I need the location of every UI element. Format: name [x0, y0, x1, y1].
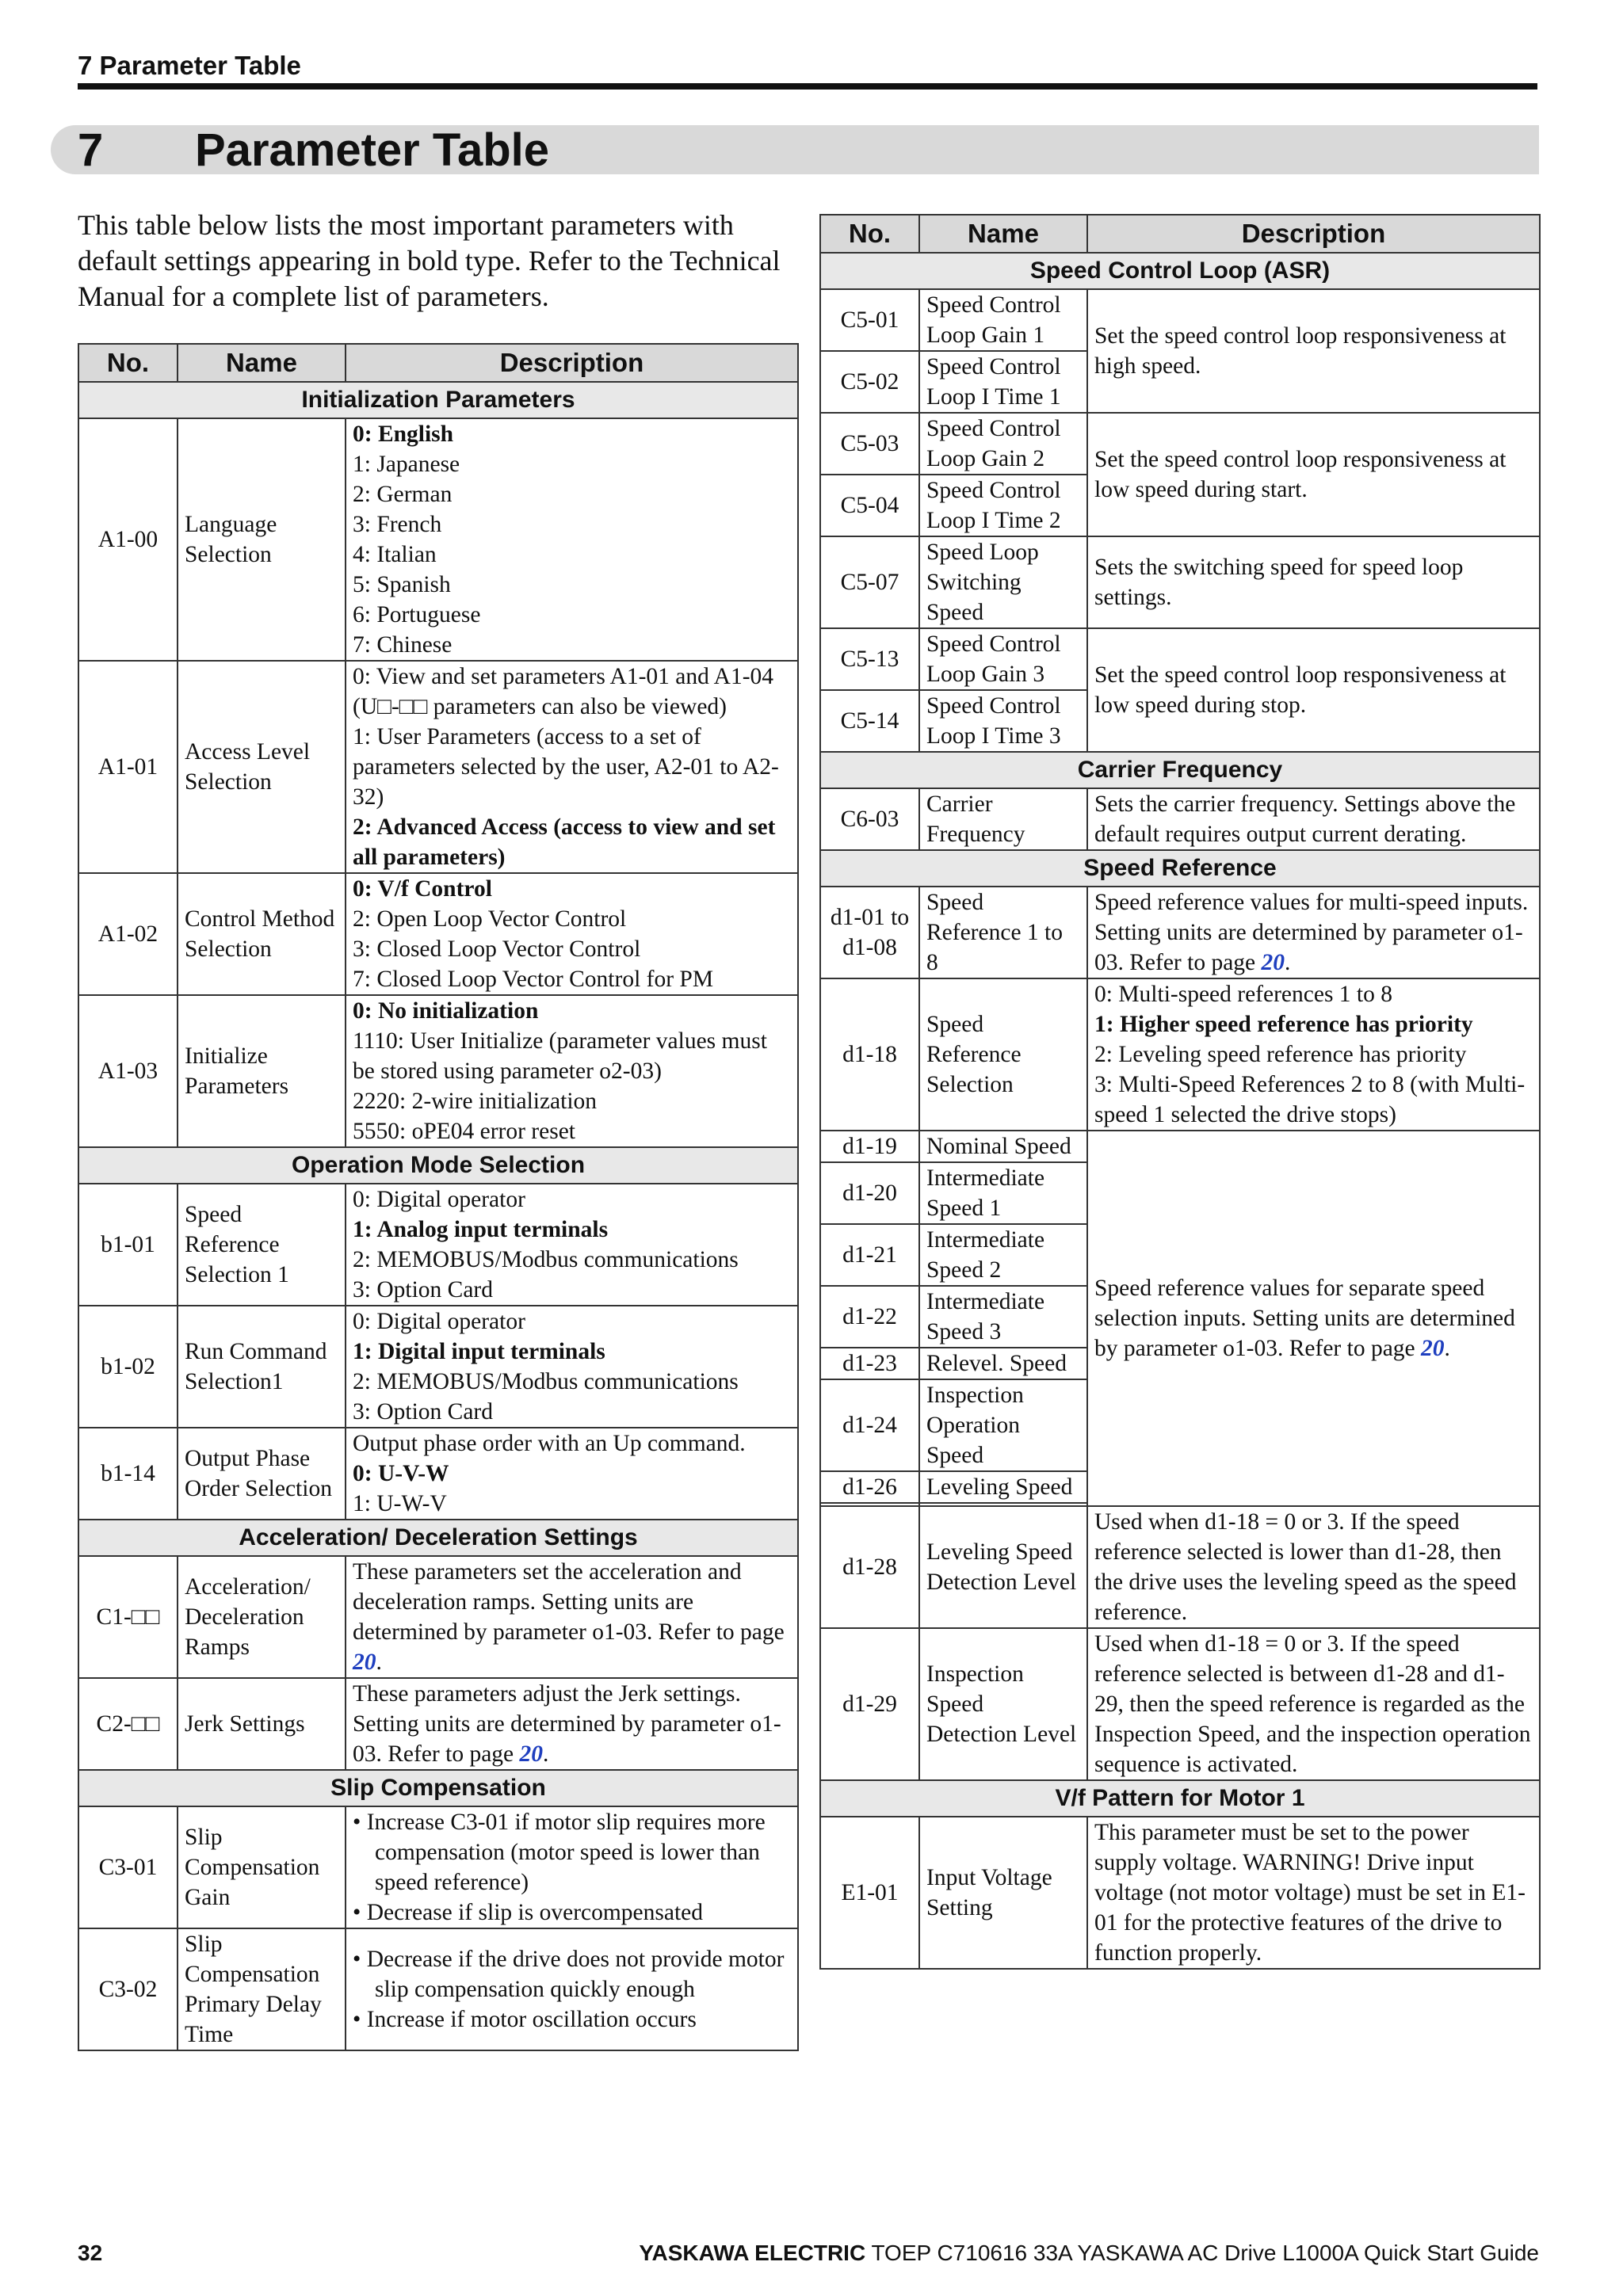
table-row [820, 887, 1540, 978]
table-row [78, 1806, 798, 1928]
page-link[interactable]: 20 [353, 1650, 376, 1675]
col-header-name: Name [919, 215, 1087, 253]
param-name: Slip Compensation Gain [178, 1806, 346, 1928]
param-description: Used when d1-18 = 0 or 3. If the speed reference selected is between d1-28 and d1-29, then the speed reference is regarded as the Inspection Speed, and the inspection operation sequence is activated. [1087, 1628, 1540, 1780]
table-row [78, 1184, 798, 1306]
table-row [78, 873, 798, 995]
param-no: C5-03 [820, 413, 919, 475]
table-row [78, 995, 798, 1147]
param-description: 0: English 1: Japanese 2: German 3: French 4: Italian 5: Spanish 6: Portuguese 7: Chinese [346, 418, 798, 661]
param-name: Speed Control Loop I Time 2 [919, 475, 1087, 536]
section-heading: V/f Pattern for Motor 1 [820, 1780, 1540, 1817]
param-description: Output phase order with an Up command. 0: U-V-W 1: U-W-V [346, 1428, 798, 1520]
param-name: Input Voltage Setting [919, 1817, 1087, 1969]
param-description: Sets the carrier frequency. Settings above the default requires output current derating. [1087, 788, 1540, 850]
section-number: 7 [78, 124, 104, 176]
page-link[interactable]: 20 [1421, 1336, 1445, 1361]
table-row [78, 1928, 798, 2050]
section-heading: Operation Mode Selection [78, 1147, 798, 1184]
running-header: 7 Parameter Table [78, 51, 301, 80]
param-name: Intermediate Speed 1 [919, 1162, 1087, 1224]
param-no: d1-29 [820, 1628, 919, 1780]
param-name: Control Method Selection [178, 873, 346, 995]
param-description: • Increase C3-01 if motor slip requires more compensation (motor speed is lower than speed reference) • Decrease if slip is overcompensated [346, 1806, 798, 1928]
table-row [820, 628, 1540, 690]
param-description: • Decrease if the drive does not provide motor slip compensation quickly enough • Increase if motor oscillation occurs [346, 1928, 798, 2050]
table-row [78, 1306, 798, 1428]
col-header-name: Name [178, 344, 346, 382]
param-no: d1-22 [820, 1286, 919, 1348]
param-no: E1-01 [820, 1817, 919, 1969]
param-name: Speed Control Loop I Time 3 [919, 690, 1087, 752]
param-description: This parameter must be set to the power supply voltage. WARNING! Drive input voltage (not motor voltage) must be set in E1-01 for the protective features of the drive to function properly. [1087, 1817, 1540, 1969]
param-name: Access Level Selection [178, 661, 346, 873]
param-no: C3-02 [78, 1928, 178, 2050]
param-no: C5-07 [820, 536, 919, 628]
param-no: C6-03 [820, 788, 919, 850]
param-description: 0: View and set parameters A1-01 and A1-04 (U□-□□ parameters can also be viewed) 1: User Parameters (access to a set of parameters selected by the user, A2-01 to A2-32) 2: Advanced Access (access to view and set all parameters) [346, 661, 798, 873]
param-description: Speed reference values for multi-speed inputs. Setting units are determined by parameter o1-03. Refer to page 20. [1087, 887, 1540, 978]
table-row [820, 788, 1540, 850]
param-name: Speed Reference Selection [919, 978, 1087, 1131]
header-rule [78, 83, 1537, 90]
param-description: Sets the switching speed for speed loop settings. [1087, 536, 1540, 628]
param-name: Run Command Selection1 [178, 1306, 346, 1428]
param-name: Inspection Speed Detection Level [919, 1628, 1087, 1780]
param-name: Acceleration/ Deceleration Ramps [178, 1556, 346, 1678]
param-description: 0: V/f Control 2: Open Loop Vector Control 3: Closed Loop Vector Control 7: Closed Loop Vector Control for PM [346, 873, 798, 995]
param-name: Language Selection [178, 418, 346, 661]
page-link[interactable]: 20 [519, 1741, 544, 1767]
section-heading: Speed Reference [820, 850, 1540, 887]
param-no: C3-01 [78, 1806, 178, 1928]
param-name: Carrier Frequency [919, 788, 1087, 850]
param-no: C5-01 [820, 289, 919, 351]
intro-paragraph: This table below lists the most important parameters with default settings appearing in bold type. Refer to the Technical Manual for a complete list of parameters. [78, 209, 781, 312]
param-no: C1-□□ [78, 1556, 178, 1678]
param-no: A1-02 [78, 873, 178, 995]
param-description: Set the speed control loop responsiveness at low speed during start. [1087, 413, 1540, 536]
table-row [820, 978, 1540, 1131]
param-description: 0: Digital operator 1: Analog input terminals 2: MEMOBUS/Modbus communications 3: Option Card [346, 1184, 798, 1306]
param-name: Inspection Operation Speed [919, 1379, 1087, 1471]
param-no: C5-13 [820, 628, 919, 690]
param-no: d1-24 [820, 1379, 919, 1471]
param-name: Slip Compensation Primary Delay Time [178, 1928, 346, 2050]
param-no: A1-00 [78, 418, 178, 661]
param-description: Set the speed control loop responsiveness at low speed during stop. [1087, 628, 1540, 752]
footer-brand: YASKAWA ELECTRIC [639, 2241, 866, 2265]
param-no: C5-04 [820, 475, 919, 536]
footer-doc: TOEP C710616 33A YASKAWA AC Drive L1000A Quick Start Guide [865, 2241, 1539, 2265]
param-no: d1-18 [820, 978, 919, 1131]
table-row [820, 289, 1540, 351]
param-no: d1-01 to d1-08 [820, 887, 919, 978]
col-header-description: Description [346, 344, 798, 382]
param-description: 0: Multi-speed references 1 to 8 1: Higher speed reference has priority 2: Leveling speed reference has priority 3: Multi-Speed References 2 to 8 (with Multi-speed 1 selected the drive stops) [1087, 978, 1540, 1131]
param-description: Used when d1-18 = 0 or 3. If the speed reference selected is lower than d1-28, then the drive uses the leveling speed as the speed reference. [1087, 1506, 1540, 1628]
param-name: Speed Control Loop Gain 1 [919, 289, 1087, 351]
table-row [820, 413, 1540, 475]
param-no: b1-01 [78, 1184, 178, 1306]
footer-doc-info [639, 2241, 1539, 2266]
param-no: C5-14 [820, 690, 919, 752]
param-no: d1-19 [820, 1131, 919, 1162]
page-link[interactable]: 20 [1261, 950, 1285, 975]
parameter-table-right [819, 214, 1541, 1970]
section-heading: Slip Compensation [78, 1770, 798, 1806]
param-name: Jerk Settings [178, 1678, 346, 1770]
param-description: Set the speed control loop responsiveness at high speed. [1087, 289, 1540, 413]
section-heading: Initialization Parameters [78, 382, 798, 418]
table-row [820, 1628, 1540, 1780]
param-name: Initialize Parameters [178, 995, 346, 1147]
page-title: Parameter Table [195, 124, 550, 176]
param-name: Output Phase Order Selection [178, 1428, 346, 1520]
page-number: 32 [78, 2241, 103, 2265]
param-description: 0: No initialization 1110: User Initialize (parameter values must be stored using parameter o2-03) 2220: 2-wire initialization 5550: oPE04 error reset [346, 995, 798, 1147]
col-header-no: No. [78, 344, 178, 382]
param-no: b1-02 [78, 1306, 178, 1428]
param-name: Speed Loop Switching Speed [919, 536, 1087, 628]
table-row [78, 418, 798, 661]
section-heading: Carrier Frequency [820, 752, 1540, 788]
param-no: d1-20 [820, 1162, 919, 1224]
param-description: These parameters adjust the Jerk settings. Setting units are determined by parameter o1-03. Refer to page 20. [346, 1678, 798, 1770]
table-row [820, 536, 1540, 628]
param-no: A1-03 [78, 995, 178, 1147]
param-name: Leveling Speed Detection Level [919, 1506, 1087, 1628]
param-no: d1-26 [820, 1471, 919, 1503]
param-name: Speed Control Loop Gain 3 [919, 628, 1087, 690]
table-row [820, 1131, 1540, 1162]
param-name: Nominal Speed [919, 1131, 1087, 1162]
param-name: Speed Control Loop Gain 2 [919, 413, 1087, 475]
param-no: C5-02 [820, 351, 919, 413]
param-name: Speed Reference 1 to 8 [919, 887, 1087, 978]
param-no: b1-14 [78, 1428, 178, 1520]
param-name: Intermediate Speed 3 [919, 1286, 1087, 1348]
table-row [820, 1506, 1540, 1628]
param-no: d1-21 [820, 1224, 919, 1286]
table-row [820, 1817, 1540, 1969]
param-no: C2-□□ [78, 1678, 178, 1770]
section-heading: Speed Control Loop (ASR) [820, 253, 1540, 289]
param-description: 0: Digital operator 1: Digital input terminals 2: MEMOBUS/Modbus communications 3: Option Card [346, 1306, 798, 1428]
param-name: Intermediate Speed 2 [919, 1224, 1087, 1286]
table-row [78, 1678, 798, 1770]
col-header-description: Description [1087, 215, 1540, 253]
col-header-no: No. [820, 215, 919, 253]
param-name: Relevel. Speed [919, 1348, 1087, 1379]
param-no: A1-01 [78, 661, 178, 873]
param-no: d1-28 [820, 1506, 919, 1628]
table-row [78, 1428, 798, 1520]
section-heading: Acceleration/ Deceleration Settings [78, 1520, 798, 1556]
parameter-table-left [78, 343, 799, 2051]
param-description: These parameters set the acceleration and deceleration ramps. Setting units are determined by parameter o1-03. Refer to page 20. [346, 1556, 798, 1678]
param-description: Speed reference values for separate speed selection inputs. Setting units are determined by parameter o1-03. Refer to page 20. [1087, 1131, 1540, 1506]
table-row [78, 1556, 798, 1678]
param-name: Speed Control Loop I Time 1 [919, 351, 1087, 413]
param-name: Leveling Speed [919, 1471, 1087, 1503]
param-no: d1-23 [820, 1348, 919, 1379]
table-row [78, 661, 798, 873]
param-name: Speed Reference Selection 1 [178, 1184, 346, 1306]
